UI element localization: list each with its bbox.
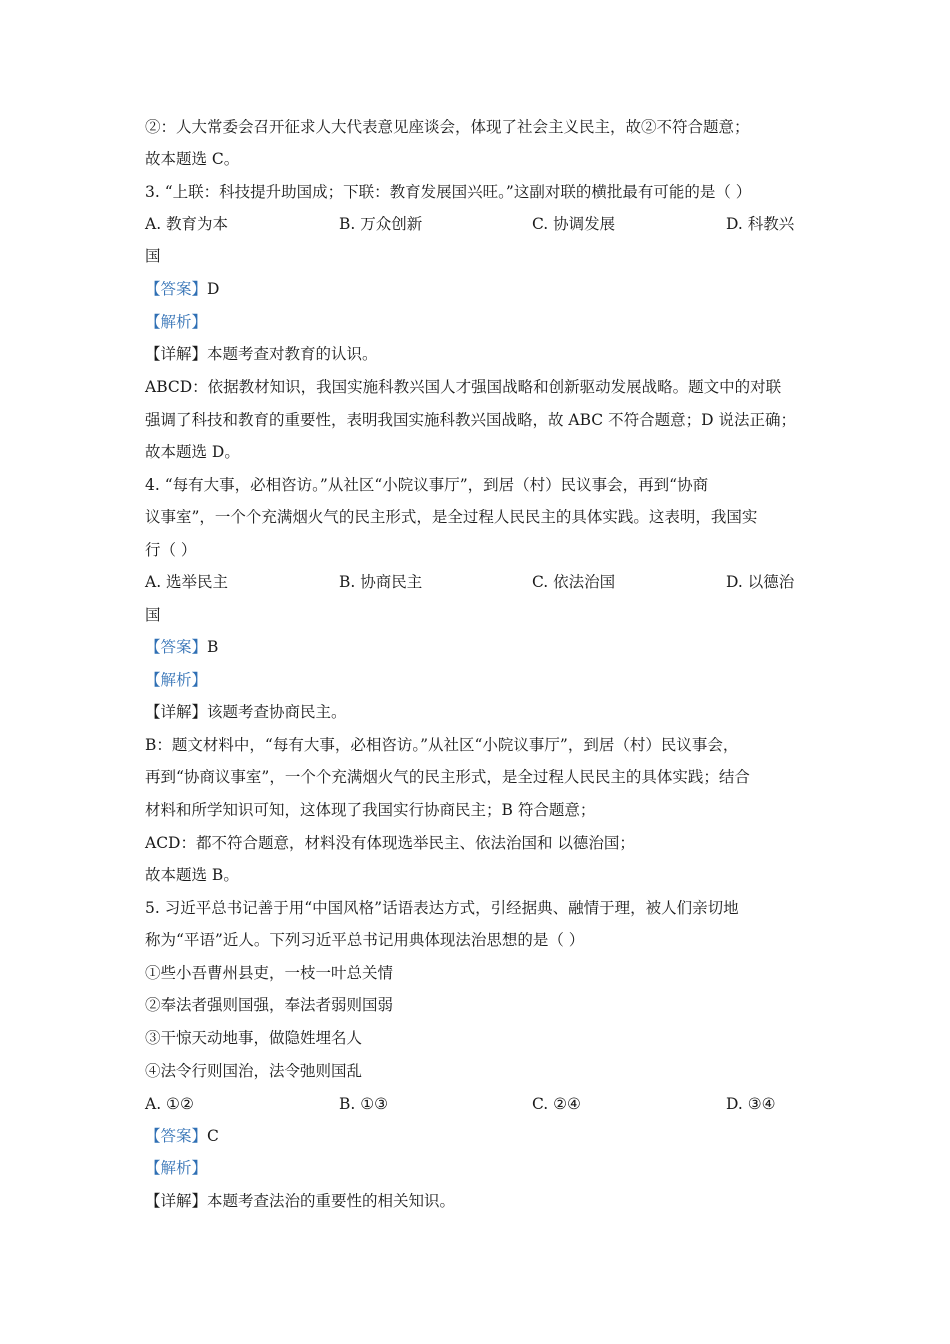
detail-text: 该题考查协商民主。 [207,703,347,721]
q5-option-d: D. ③④ [726,1095,776,1113]
q3-stem: 3. “上联：科技提升助国成；下联：教育发展国兴旺。”这副对联的横批最有可能的是（ ） [145,183,752,201]
detail-text: 本题考查对教育的认识。 [207,345,378,363]
q4-expl-line: 故本题选 B。 [145,866,239,884]
q5-stem-line: 称为“平语”近人。下列习近平总书记用典体现法治思想的是（ ） [145,931,585,949]
q3-option-b: B. 万众创新 [339,215,423,233]
detail-label: 【详解】 [145,345,208,363]
prev-explanation-line: ②：人大常委会召开征求人大代表意见座谈会，体现了社会主义民主，故②不符合题意； [145,118,750,136]
q5-item: ②奉法者强则国强，奉法者弱则国弱 [145,996,394,1014]
q5-analysis-label: 【解析】 [145,1159,208,1177]
q3-expl-line: 故本题选 D。 [145,443,240,461]
q3-analysis-label: 【解析】 [145,313,208,331]
detail-label: 【详解】 [145,1192,208,1210]
q3-detail [145,344,378,364]
q5-option-c: C. ②④ [532,1095,581,1113]
detail-text: 本题考查法治的重要性的相关知识。 [207,1192,456,1210]
q4-stem-line: 议事室”，一个个充满烟火气的民主形式，是全过程人民民主的具体实践。这表明，我国实 [145,508,758,526]
answer-label: 【答案】 [145,638,208,656]
answer-value: B [207,638,219,656]
q5-option-b: B. ①③ [339,1095,389,1113]
q5-item: ③干惊天动地事，做隐姓埋名人 [145,1029,363,1047]
answer-value: D [207,280,220,298]
q4-option-a: A. 选举民主 [145,573,229,591]
q4-stem-line: 4. “每有大事，必相咨访。”从社区“小院议事厅”，到居（村）民议事会，再到“协商 [145,476,709,494]
q4-option-d-wrap: 国 [145,606,161,624]
prev-conclusion: 故本题选 C。 [145,150,240,168]
q4-option-d: D. 以德治 [726,573,795,591]
q4-option-c: C. 依法治国 [532,573,616,591]
detail-label: 【详解】 [145,703,208,721]
q3-option-d-wrap: 国 [145,247,161,265]
q4-option-b: B. 协商民主 [339,573,423,591]
q5-item: ④法令行则国治，法令弛则国乱 [145,1062,363,1080]
q3-expl-line: ABCD：依据教材知识，我国实施科教兴国人才强国战略和创新驱动发展战略。题文中的对联 [145,378,782,396]
q3-option-d: D. 科教兴 [726,215,795,233]
q4-stem-line: 行（ ） [145,541,197,559]
q3-option-a: A. 教育为本 [145,215,229,233]
q5-stem-line: 5. 习近平总书记善于用“中国风格”话语表达方式，引经据典、融情于理，被人们亲切地 [145,899,739,917]
q5-answer [145,1126,219,1146]
q5-option-a: A. ①② [145,1095,194,1113]
q3-answer [145,279,219,299]
q5-item: ①些小吾曹州县吏，一枝一叶总关情 [145,964,394,982]
q4-expl-line: 材料和所学知识可知，这体现了我国实行协商民主；B 符合题意； [145,801,596,819]
q4-answer [145,637,218,657]
answer-label: 【答案】 [145,280,208,298]
q4-expl-line: B：题文材料中，“每有大事，必相咨访。”从社区“小院议事厅”，到居（村）民议事会， [145,736,739,754]
q4-analysis-label: 【解析】 [145,671,208,689]
answer-label: 【答案】 [145,1127,208,1145]
q3-expl-line: 强调了科技和教育的重要性，表明我国实施科教兴国战略，故 ABC 不符合题意；D 说法正确； [145,411,796,429]
answer-value: C [207,1127,219,1145]
q5-detail [145,1191,455,1211]
q4-expl-line: 再到“协商议事室”，一个个充满烟火气的民主形式，是全过程人民民主的具体实践；结合 [145,768,750,786]
q4-detail [145,702,347,722]
q4-expl-line: ACD：都不符合题意，材料没有体现选举民主、依法治国和 以德治国； [145,834,635,852]
q3-option-c: C. 协调发展 [532,215,616,233]
